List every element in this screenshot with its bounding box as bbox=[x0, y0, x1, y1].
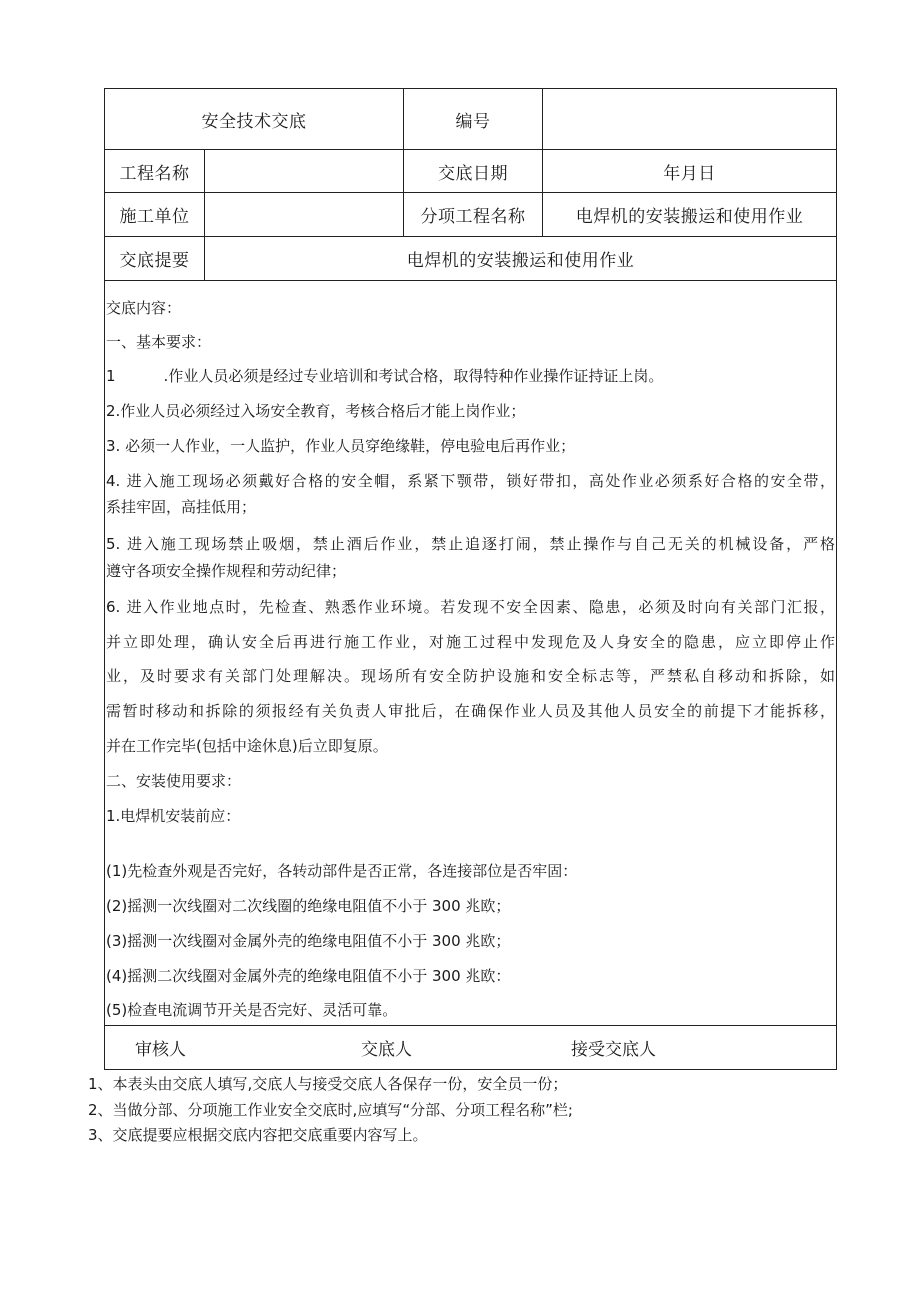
safety-briefing-form bbox=[104, 88, 837, 1070]
requirement-3: 3. 必须一人作业，一人监护，作业人员穿绝缘鞋，停电验电后再作业； bbox=[106, 437, 576, 455]
check-item-1: (1)先检查外观是否完好，各转动部件是否正常，各连接部位是否牢固： bbox=[106, 862, 578, 880]
project-name-value[interactable] bbox=[205, 150, 403, 192]
requirement-1-text: .作业人员必须是经过专业培训和考试合格，取得特种作业操作证持证上岗。 bbox=[163, 367, 664, 385]
requirement-4-line-1: 4. 进入施工现场必须戴好合格的安全帽，系紧下颚带，锁好带扣，高处作业必须系好合格的安全带， bbox=[106, 472, 835, 490]
number-value[interactable] bbox=[543, 89, 836, 149]
check-item-3: (3)摇测一次线圈对金属外壳的绝缘电阻值不小于 300 兆欧； bbox=[106, 932, 511, 950]
section-basic-requirements: 一、基本要求： bbox=[106, 333, 212, 351]
unit-value[interactable] bbox=[205, 193, 403, 236]
reviewer-signature-label: 审核人 bbox=[135, 1040, 186, 1060]
sub-project-label: 分项工程名称 bbox=[420, 207, 526, 227]
requirement-2: 2.作业人员必须经过入场安全教育，考核合格后才能上岗作业； bbox=[106, 402, 526, 420]
requirement-5-line-2: 遵守各项安全操作规程和劳动纪律； bbox=[106, 562, 347, 580]
summary-value[interactable]: 电焊机的安装搬运和使用作业 bbox=[406, 251, 635, 271]
number-label: 编号 bbox=[455, 111, 491, 132]
requirement-1-number: 1 bbox=[106, 367, 116, 385]
check-item-5: (5)检查电流调节开关是否完好、灵活可靠。 bbox=[106, 1001, 398, 1019]
requirement-6-line-5: 并在工作完毕(包括中途休息)后立即复原。 bbox=[106, 737, 388, 755]
check-item-4: (4)摇测二次线圈对金属外壳的绝缘电阻值不小于 300 兆欧： bbox=[106, 967, 511, 985]
requirement-6-line-2: 并立即处理，确认安全后再进行施工作业，对施工过程中发现危及人身安全的隐患，应立即停止作 bbox=[106, 633, 835, 651]
row-divider bbox=[105, 1025, 836, 1026]
check-item-2: (2)摇测一次线圈对二次线圈的绝缘电阻值不小于 300 兆欧； bbox=[106, 897, 511, 915]
sub-project-value[interactable]: 电焊机的安装搬运和使用作业 bbox=[575, 207, 804, 227]
section-installation-requirements: 二、安装使用要求： bbox=[106, 772, 242, 790]
requirement-1 bbox=[106, 365, 835, 387]
note-item: 2、当做分部、分项施工作业安全交底时,应填写“分部、分项工程名称”栏; bbox=[88, 1101, 573, 1119]
date-label: 交底日期 bbox=[438, 163, 508, 184]
requirement-6-line-1: 6. 进入作业地点时，先检查、熟悉作业环境。若发现不安全因素、隐患，必须及时向有关部门汇报， bbox=[106, 598, 835, 616]
note-item: 1、本表头由交底人填写,交底人与接受交底人各保存一份，安全员一份； bbox=[88, 1075, 568, 1093]
form-title: 安全技术交底 bbox=[201, 111, 307, 132]
discloser-signature-label: 交底人 bbox=[361, 1040, 412, 1060]
installation-item-1: 1.电焊机安装前应： bbox=[106, 807, 241, 825]
requirement-6-line-4: 需暂时移动和拆除的须报经有关负责人审批后，在确保作业人员及其他人员安全的前提下才能拆移， bbox=[106, 702, 835, 720]
requirement-5-line-1: 5. 进入施工现场禁止吸烟，禁止酒后作业，禁止追逐打闹，禁止操作与自己无关的机械设备，严格 bbox=[106, 535, 835, 553]
requirement-6-line-3: 业，及时要求有关部门处理解决。现场所有安全防护设施和安全标志等，严禁私自移动和拆除，如 bbox=[106, 667, 835, 685]
receiver-signature-label: 接受交底人 bbox=[571, 1040, 656, 1060]
date-value[interactable]: 年月日 bbox=[663, 163, 716, 184]
unit-label: 施工单位 bbox=[119, 207, 190, 227]
project-name-label: 工程名称 bbox=[119, 163, 190, 184]
row-divider bbox=[105, 280, 836, 281]
summary-label: 交底提要 bbox=[119, 251, 190, 271]
note-item: 3、交底提要应根据交底内容把交底重要内容写上。 bbox=[88, 1126, 428, 1144]
content-heading: 交底内容： bbox=[106, 299, 182, 317]
requirement-4-line-2: 系挂牢固，高挂低用； bbox=[106, 498, 257, 516]
